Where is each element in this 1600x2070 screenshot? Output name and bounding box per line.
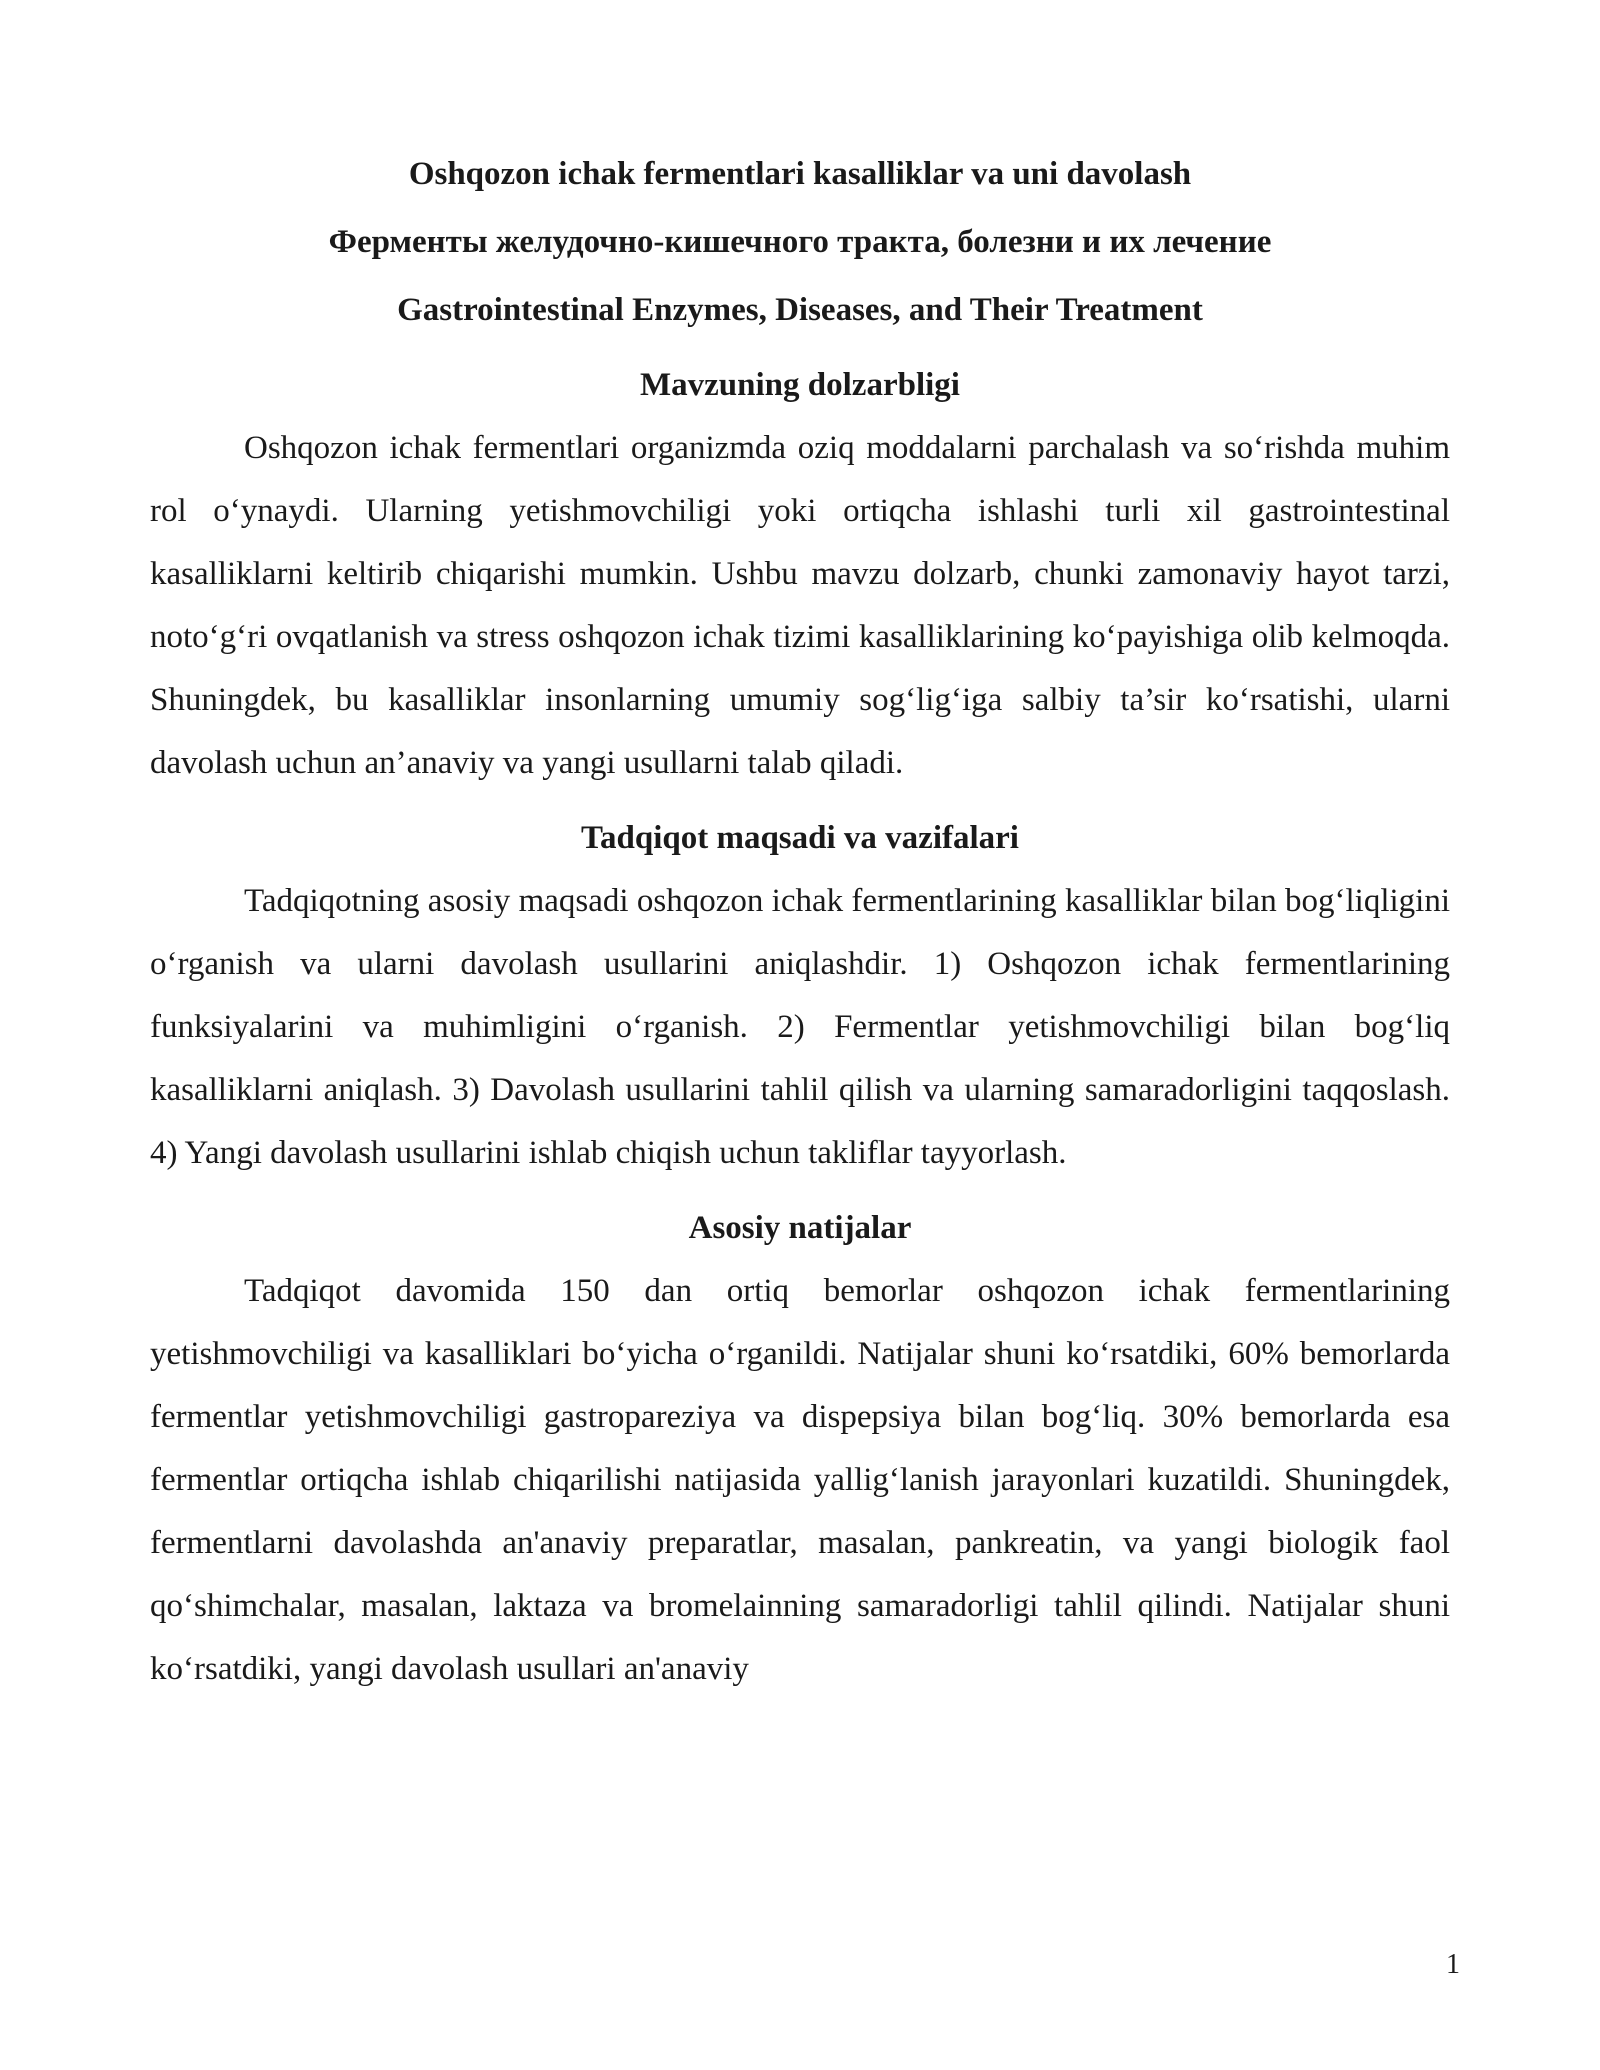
- section-paragraph: Oshqozon ichak fermentlari organizmda oziq moddalarni parchalash va so‘rishda muhim rol o‘ynaydi. Ularning yetishmovchiligi yoki ortiqcha ishlashi turli xil gastrointestinal kasalliklarni keltirib chiqarishi mumkin. Ushbu mavzu dolzarb, chunki zamonaviy hayot tarzi, noto‘g‘ri ovqatlanish va stress oshqozon ichak tizimi kasalliklarining ko‘payishiga olib kelmoqda. Shuningdek, bu kasalliklar insonlarning umumiy sog‘lig‘iga salbiy ta’sir ko‘rsatishi, ularni davolash uchun an’anaviy va yangi usullarni talab qiladi.: [150, 430, 1450, 781]
- section-heading: Mavzuning dolzarbligi: [640, 367, 960, 403]
- document-page: [150, 140, 1450, 1701]
- title-block: [150, 140, 1450, 344]
- title-russian: Ферменты желудочно-кишечного тракта, болезни и их лечение: [328, 224, 1272, 260]
- section-heading: Asosiy natijalar: [688, 1210, 912, 1246]
- section-relevance: [150, 354, 1450, 795]
- section-paragraph: Tadqiqot davomida 150 dan ortiq bemorlar oshqozon ichak fermentlarining yetishmovchiligi va kasalliklari bo‘yicha o‘rganildi. Natijalar shuni ko‘rsatdiki, 60% bemorlarda fermentlar yetishmovchiligi gastropareziya va dispepsiya bilan bog‘liq. 30% bemorlarda esa fermentlar ortiqcha ishlab chiqarilishi natijasida yallig‘lanish jarayonlari kuzatildi. Shuningdek, fermentlarni davolashda an'anaviy preparatlar, masalan, pankreatin, va yangi biologik faol qo‘shimchalar, masalan, laktaza va bromelainning samaradorligi tahlil qilindi. Natijalar shuni ko‘rsatdiki, yangi davolash usullari an'anaviy: [150, 1273, 1450, 1687]
- section-paragraph: Tadqiqotning asosiy maqsadi oshqozon ichak fermentlarining kasalliklar bilan bog‘liqligini o‘rganish va ularni davolash usullarini aniqlashdir. 1) Oshqozon ichak fermentlarining funksiyalarini va muhimligini o‘rganish. 2) Fermentlar yetishmovchiligi bilan bog‘liq kasalliklarni aniqlash. 3) Davolash usullarini tahlil qilish va ularning samaradorligini taqqoslash. 4) Yangi davolash usullarini ishlab chiqish uchun takliflar tayyorlash.: [150, 883, 1450, 1171]
- title-english: Gastrointestinal Enzymes, Diseases, and Their Treatment: [397, 292, 1203, 328]
- title-uzbek: Oshqozon ichak fermentlari kasalliklar va uni davolash: [408, 156, 1192, 192]
- section-heading: Tadqiqot maqsadi va vazifalari: [581, 820, 1019, 856]
- page-number: 1: [1446, 1949, 1460, 1980]
- section-goals: [150, 807, 1450, 1185]
- section-results: [150, 1197, 1450, 1701]
